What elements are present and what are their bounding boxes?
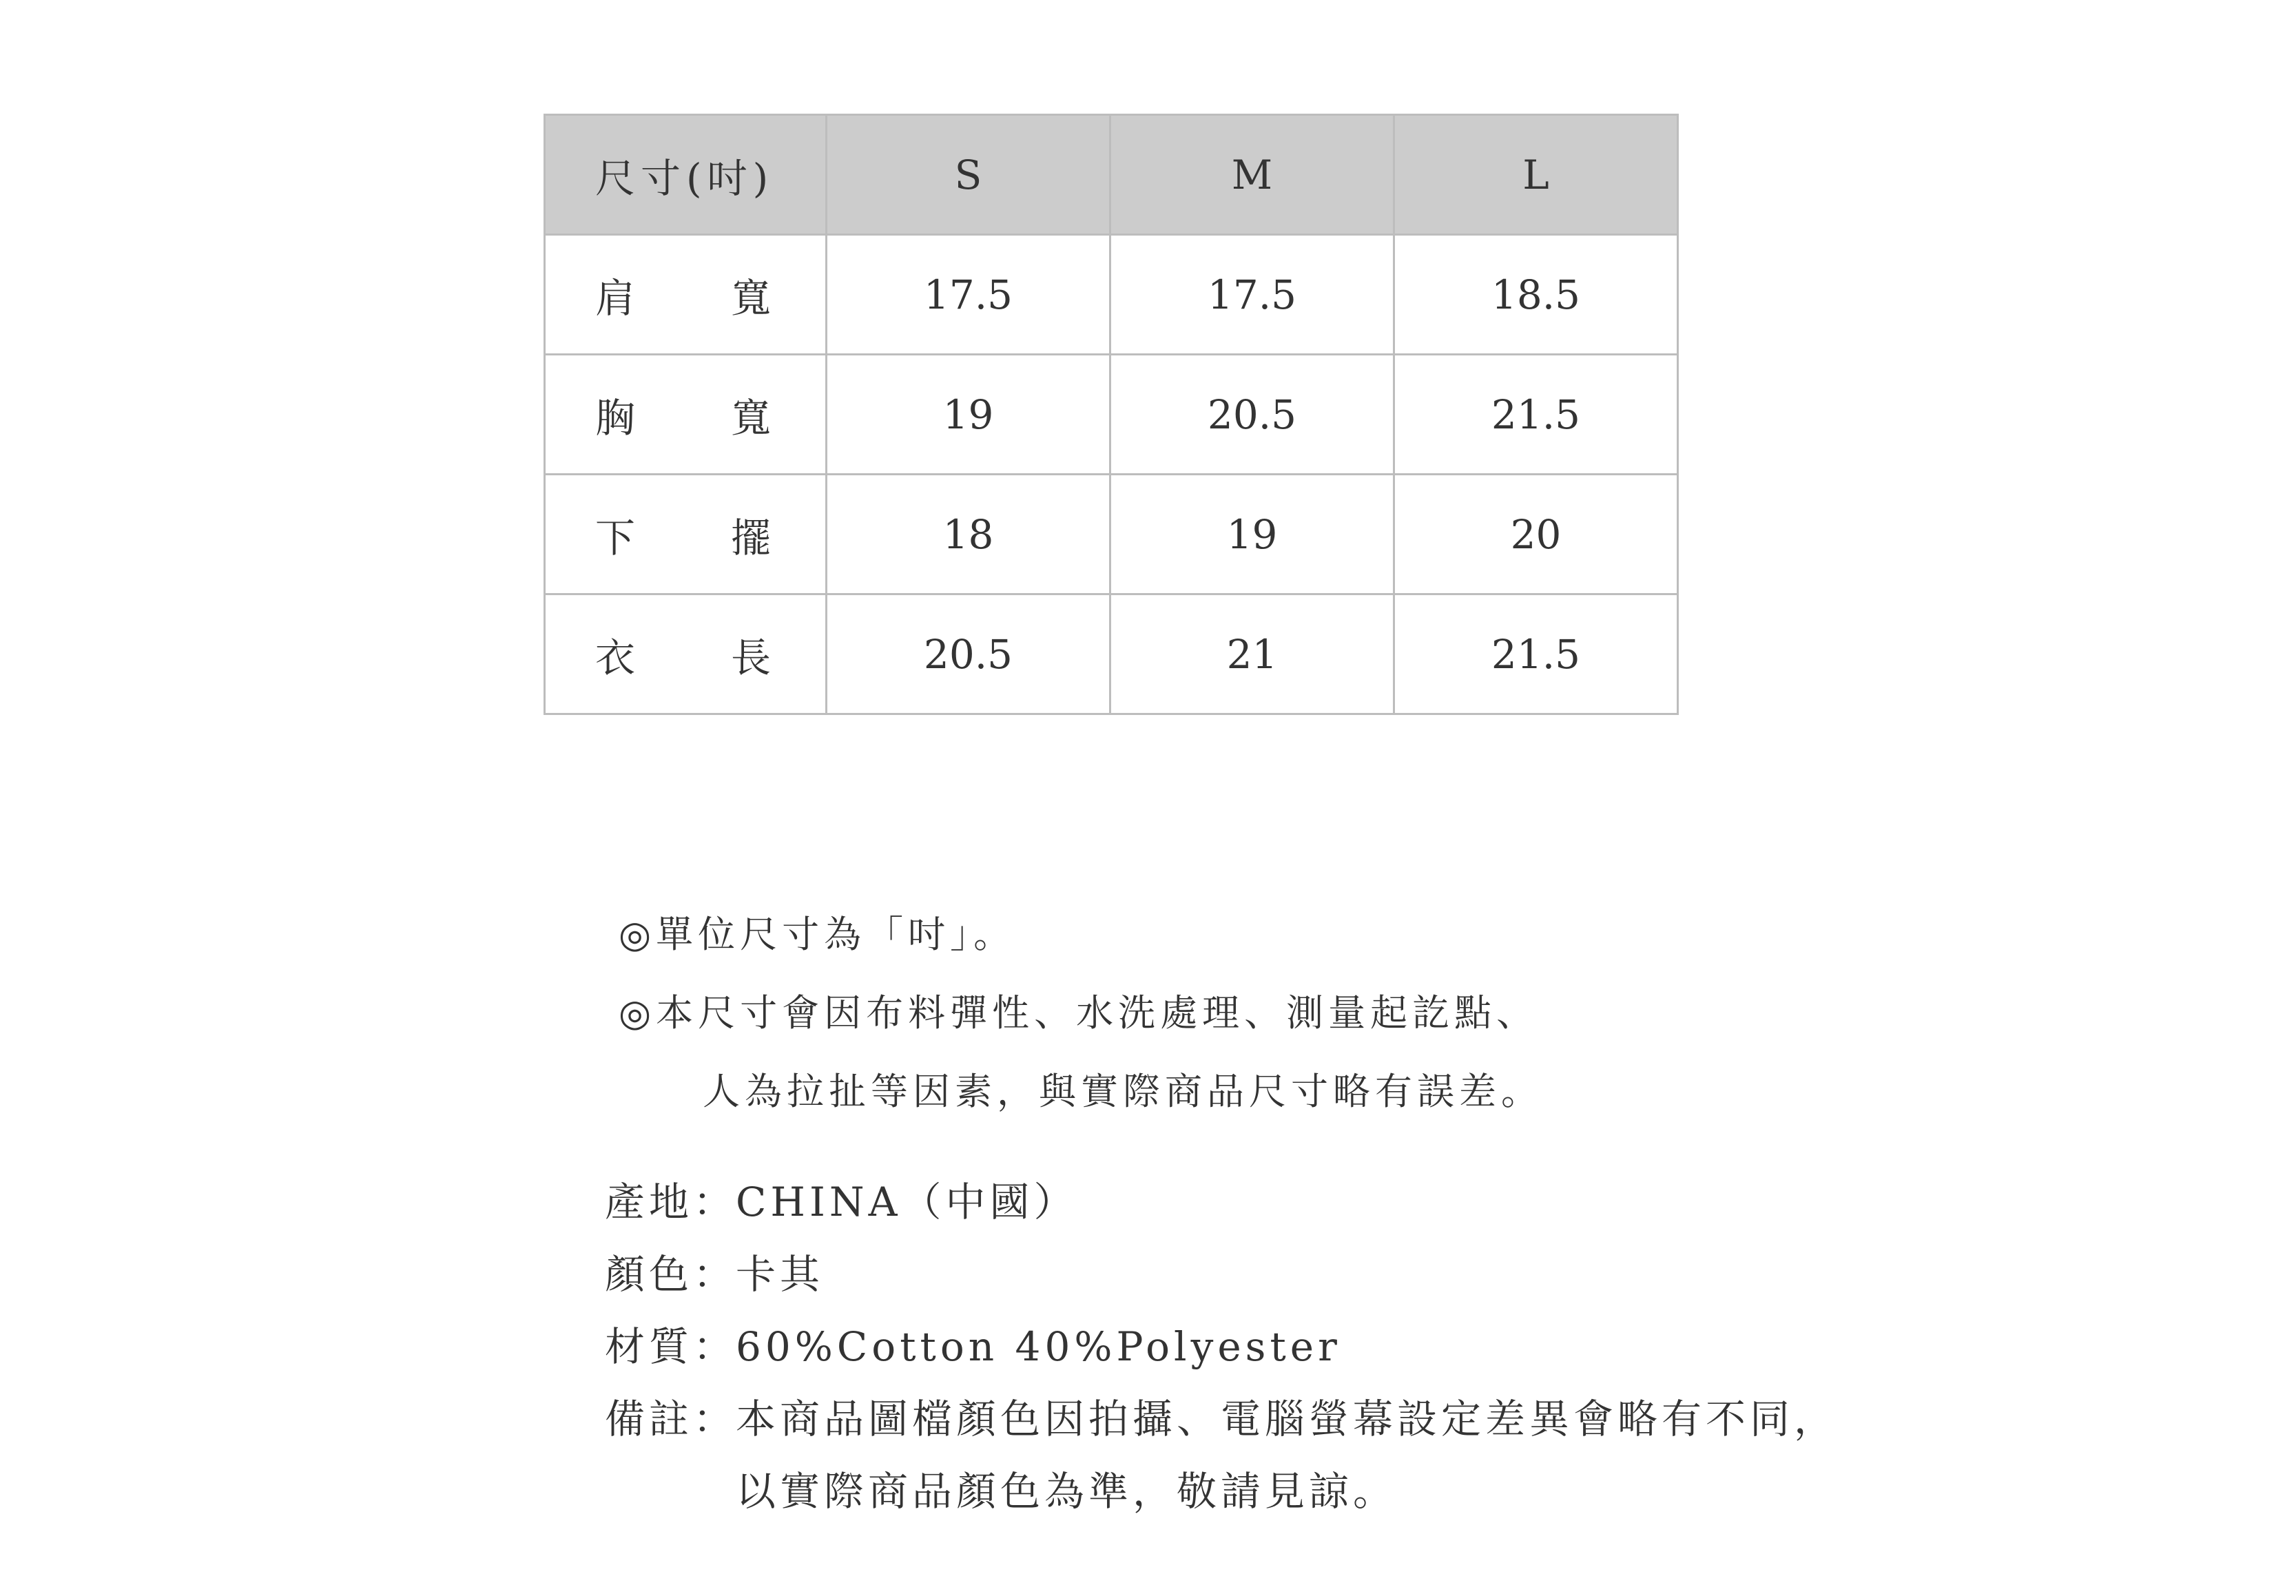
row-label: 肩 寬 (545, 235, 827, 355)
table-cell: 20 (1394, 475, 1678, 594)
row-label: 下 擺 (545, 475, 827, 594)
note-variance-continued: 人為拉扯等因素，與實際商品尺寸略有誤差。 (703, 1070, 1543, 1113)
table-row-shoulder-width (545, 235, 1678, 355)
table-row-chest-width (545, 355, 1678, 475)
product-info (605, 1166, 1838, 1528)
note-variance: ◎本尺寸會因布料彈性、水洗處理、測量起訖點、 (619, 991, 1539, 1035)
info-label: 產地： (605, 1179, 738, 1225)
header-size-s: S (827, 115, 1110, 235)
size-table (544, 114, 1679, 715)
note-unit: ◎單位尺寸為「吋」。 (619, 913, 1016, 956)
table-cell: 21.5 (1394, 594, 1678, 714)
info-value: 60%Cotton 40%Polyester (736, 1323, 1341, 1370)
info-value: 卡其 (736, 1251, 825, 1298)
table-cell: 19 (1110, 475, 1394, 594)
row-label: 胸 寬 (545, 355, 827, 475)
header-size-m: M (1110, 115, 1394, 235)
table-cell: 19 (827, 355, 1110, 475)
table-cell: 21 (1110, 594, 1394, 714)
table-cell: 20.5 (1110, 355, 1394, 475)
table-cell: 21.5 (1394, 355, 1678, 475)
info-value-continued: 以實際商品顏色為準，敬請見諒。 (736, 1468, 1398, 1515)
table-cell: 18.5 (1394, 235, 1678, 355)
info-origin (605, 1166, 1838, 1239)
table-cell: 18 (827, 475, 1110, 594)
info-label: 材質： (605, 1323, 738, 1370)
info-label: 備註： (605, 1396, 738, 1442)
info-material (605, 1311, 1838, 1383)
header-size-unit: 尺寸(吋) (545, 115, 827, 235)
table-cell: 17.5 (1110, 235, 1394, 355)
info-color (605, 1239, 1838, 1311)
row-label: 衣 長 (545, 594, 827, 714)
info-label: 顏色： (605, 1251, 738, 1298)
table-cell: 20.5 (827, 594, 1110, 714)
header-size-l: L (1394, 115, 1678, 235)
table-row-hem (545, 475, 1678, 594)
info-value: CHINA（中國） (736, 1179, 1078, 1225)
info-value: 本商品圖檔顏色因拍攝、電腦螢幕設定差異會略有不同， (736, 1396, 1839, 1442)
table-cell: 17.5 (827, 235, 1110, 355)
info-remark (605, 1383, 1838, 1528)
table-header-row (545, 115, 1678, 235)
table-row-length (545, 594, 1678, 714)
size-notes (619, 895, 1543, 1131)
